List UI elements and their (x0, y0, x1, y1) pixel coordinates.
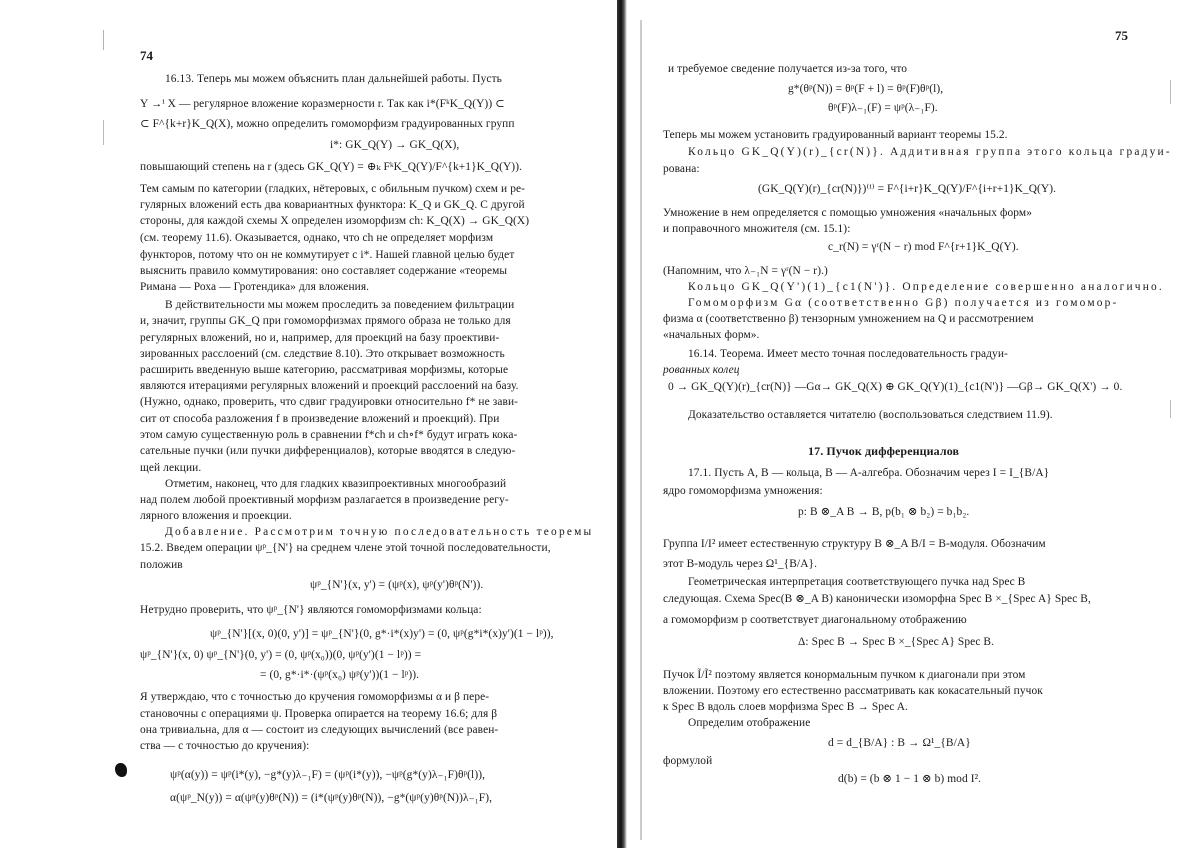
left-page-text-line: положив (140, 559, 183, 571)
left-page-text-line: Добавление. Рассмотрим точную последовательность теоремы (165, 526, 594, 538)
left-page-text-line: являются итерациями регулярных вложений и проекций расслоений на базу. (140, 380, 519, 392)
left-page-text-line: она тривиальна, для α — состоит из следующих вычислений (все равен- (140, 724, 499, 736)
right-page-text-line: d = d_{B/A} : B → Ω¹_{B/A} (828, 737, 971, 749)
left-page-text-line: лярного вложения и проекции. (140, 510, 292, 522)
right-page-text-line: Гомоморфизм Gα (соответственно Gβ) получается из гомомор- (688, 297, 1119, 309)
right-page (628, 0, 1200, 848)
right-page-text-line: этот B-модуль через Ω¹_{B/A}. (663, 558, 818, 570)
left-page-text-line: выяснить правило коммутирования: оно составляет содержание «теоремы (140, 265, 508, 277)
page-number: 74 (140, 48, 153, 63)
left-page-text-line: 16.13. Теперь мы можем объяснить план дальнейшей работы. Пусть (165, 73, 502, 85)
right-page-text-line: Теперь мы можем установить градуированный вариант теоремы 15.2. (663, 129, 1008, 141)
left-page-text-line: этом самую существенную роль в сравнении f*ch и ch∘f* будут играть кока- (140, 429, 518, 441)
right-page-text-line: 17.1. Пусть A, B — кольца, B — A-алгебра. Обозначим через I = I_{B/A} (688, 467, 1050, 479)
right-page-text-line: а гомоморфизм p соответствует диагональному отображению (663, 614, 967, 626)
right-page-text-line: p: B ⊗_A B → B, p(b₁ ⊗ b₂) = b₁b₂. (798, 506, 970, 518)
page-number: 75 (1115, 28, 1128, 43)
right-page-text-line: Δ: Spec B → Spec B ×_{Spec A} Spec B. (798, 636, 995, 648)
left-page-text-line: гулярных вложений есть два ковариантных функтора: K_Q и GK_Q. С другой (140, 199, 525, 211)
right-page-text-line: θᵖ(F)λ₋₁(F) = ψᵖ(λ₋₁F). (828, 102, 938, 114)
right-page-text-line: 16.14. Теорема. Имеет место точная последовательность градуи- (688, 348, 1008, 360)
left-page-text-line: В действительности мы можем проследить за поведением фильтрации (165, 299, 515, 311)
left-page-text-line: = (0, g*·i*·(ψᵖ(x₀) ψᵖ(y'))(1 − lᵖ)). (260, 669, 420, 681)
right-page-text-line: рованных колец (663, 364, 740, 376)
right-page-text-line: следующая. Схема Spec(B ⊗_A B) канонически изоморфна Spec B ×_{Spec A} Spec B, (663, 593, 1091, 605)
left-page-text-line: ства — с точностью до кручения): (140, 740, 310, 752)
left-page-text-line: Y →ⁱ X — регулярное вложение коразмерности r. Так как i*(FᵏK_Q(Y)) ⊂ (140, 98, 505, 110)
left-page-text-line: Тем самым по категории (гладких, нётеровых, с обильным пучком) схем и ре- (140, 183, 526, 195)
left-page-text-line: сит от способа разложения f в произведение вложений и проекций). При (140, 413, 500, 425)
right-page-text-line: рована: (663, 163, 700, 175)
left-page-text-line: ψᵖ_{N'}(x, 0) ψᵖ_{N'}(0, y') = (0, ψᵖ(x₀))(0, ψᵖ(y')(1 − lᵖ)) = (140, 649, 422, 661)
right-page-text-line: и поправочного множителя (см. 15.1): (663, 223, 851, 235)
left-page-text-line: Нетрудно проверить, что ψᵖ_{N'} являются гомоморфизмами кольца: (140, 604, 482, 616)
right-page-text-line: «начальных форм». (663, 329, 760, 341)
left-page-text-line: расширить введенную выше категорию, рассматривая морфизмы, которые (140, 364, 509, 376)
left-page-text-line: над полем любой проективный морфизм разлагается в произведение регу- (140, 494, 509, 506)
left-page-text-line: Римана — Роха — Гротендика» для вложения. (140, 281, 370, 293)
right-page-text-line: (GK_Q(Y)(r)_{cr(N)})⁽ⁱ⁾ = F^{i+r}K_Q(Y)/F^{i+r+1}K_Q(Y). (758, 183, 1057, 195)
scan-mark (103, 120, 104, 145)
left-page-text-line: ψᵖ_{N'}(x, y') = (ψᵖ(x), ψᵖ(y')θᵖ(N')). (310, 579, 484, 591)
right-page-text-line: d(b) = (b ⊗ 1 − 1 ⊗ b) mod I². (838, 773, 982, 785)
left-page-text-line: α(ψᵖ_N(y)) = α(ψᵖ(y)θᵖ(N)) = (i*(ψᵖ(y)θᵖ(N)), −g*(ψᵖ(y)θᵖ(N))λ₋₁F), (170, 792, 493, 804)
left-page-text-line: i*: GK_Q(Y) → GK_Q(X), (330, 139, 460, 151)
left-page-text-line: (см. теорему 11.6). Оказывается, однако, что ch не определяет морфизм (140, 232, 494, 244)
left-page-text-line: 15.2. Введем операции ψᵖ_{N'} на среднем члене этой точной последовательности, (140, 542, 551, 554)
left-page-text-line: ⊂ F^{k+r}K_Q(X), можно определить гомоморфизм градуированных групп (140, 118, 515, 130)
right-page-text-line: и требуемое сведение получается из-за того, что (668, 63, 908, 75)
left-page-text-line: щей лекции. (140, 462, 202, 474)
right-page-text-line: c_r(N) = γʳ(N − r) mod F^{r+1}K_Q(Y). (828, 241, 1019, 253)
scan-mark (103, 30, 104, 50)
left-page-text-line: стороны, для каждой схемы X определен изоморфизм ch: K_Q(X) → GK_Q(X) (140, 215, 530, 227)
right-page-text-line: физма α (соответственно β) тензорным умножением на Q и рассмотрением (663, 313, 1034, 325)
right-page-text-line: (Напомним, что λ₋₁N = γʳ(N − r).) (663, 265, 828, 277)
left-page-text-line: зированных расслоений (см. следствие 8.10). Это открывает возможность (140, 348, 505, 360)
right-page-text-line: 17. Пучок дифференциалов (808, 444, 960, 458)
right-page-text-line: Кольцо GK_Q(Y')(1)_{c1(N')}. Определение совершенно аналогично. (688, 281, 1164, 293)
left-page-text-line: ψᵖ_{N'}[(x, 0)(0, y')] = ψᵖ_{N'}(0, g*·i*(x)y') = (0, ψᵖ(g*i*(x)y')(1 − lᵖ)), (210, 628, 554, 640)
right-page-text-line: Геометрическая интерпретация соответствующего пучка над Spec B (688, 576, 1026, 588)
scan-mark (1170, 80, 1171, 104)
right-page-text-line: Определим отображение (688, 717, 811, 729)
left-page-text-line: и, значит, группы GK_Q при гомоморфизмах прямого образа не только для (140, 315, 511, 327)
right-page-text-line: 0 → GK_Q(Y)(r)_{cr(N)} —Gα→ GK_Q(X) ⊕ GK_Q(Y)(1)_{c1(N')} —Gβ→ GK_Q(X') → 0. (668, 381, 1123, 393)
right-page-text-line: вложении. Поэтому его естественно рассматривать как кокасательный пучок (663, 685, 1043, 697)
left-page-text-line: сательные пучки (или пучки дифференциалов), которые вводятся в следую- (140, 445, 516, 457)
right-page-text-line: ядро гомоморфизма умножения: (663, 485, 823, 497)
left-page-text-line: становочны с операциями ψ. Проверка опирается на теорему 16.6; для β (140, 708, 498, 720)
right-page-text-line: Доказательство оставляется читателю (воспользоваться следствием 11.9). (688, 409, 1053, 421)
right-page-text-line: к Spec B вдоль слоев морфизма Spec B → Spec A. (663, 701, 908, 713)
ink-blot (115, 763, 127, 777)
left-page-text-line: Отметим, наконец, что для гладких квазипроективных многообразий (165, 478, 507, 490)
left-page-text-line: (Нужно, однако, проверить, что сдвиг градуировки относительно f* не зави- (140, 396, 519, 408)
left-page-text-line: Я утверждаю, что с точностью до кручения гомоморфизмы α и β пере- (140, 691, 490, 703)
scan-mark (1170, 400, 1171, 418)
right-page-text-line: Умножение в нем определяется с помощью умножения «начальных форм» (663, 207, 1033, 219)
left-page-text-line: регулярных вложений, но и, например, для проекций на базу проективи- (140, 332, 500, 344)
right-page-text-line: Пучок Ĩ/Ĩ² поэтому является конормальным пучком к диагонали при этом (663, 669, 1026, 681)
right-page-text-line: Группа I/I² имеет естественную структуру B ⊗_A B/I = B-модуля. Обозначим (663, 538, 1046, 550)
right-page-text-line: формулой (663, 755, 713, 767)
left-page-text-line: функторов, потому что он не коммутирует с i*. Нашей главной целью будет (140, 249, 515, 261)
right-page-text-line: g*(θᵖ(N)) = θᵖ(F + l) = θᵖ(F)θᵖ(l), (788, 83, 944, 95)
left-page-text-line: ψᵖ(α(y)) = ψᵖ(i*(y), −g*(y)λ₋₁F) = (ψᵖ(i*(y)), −ψᵖ(g*(y)λ₋₁F)θᵖ(l)), (170, 769, 486, 781)
left-page-text-line: повышающий степень на r (здесь GK_Q(Y) = ⊕ₖ FᵏK_Q(Y)/F^{k+1}K_Q(Y)). (140, 161, 523, 173)
right-page-text-line: Кольцо GK_Q(Y)(r)_{cr(N)}. Аддитивная группа этого кольца градуи- (688, 146, 1172, 158)
